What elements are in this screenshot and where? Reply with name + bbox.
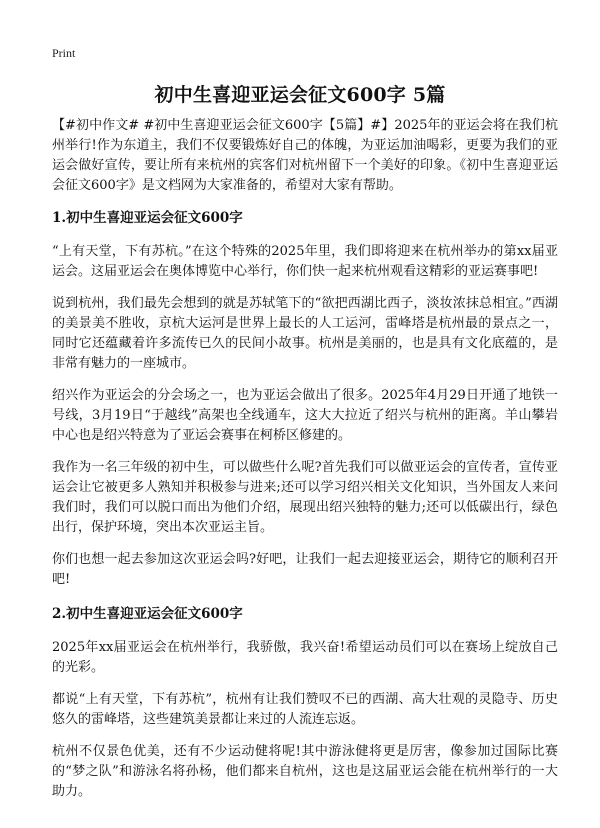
intro-paragraph: 【#初中作文# #初中生喜迎亚运会征文600字【5篇】#】2025年的亚运会将在我们杭州举行!作为东道主，我们不仅要锻炼好自己的体魄，为亚运加油喝彩，更要为我们的亚运会做好宣传，要让所有来杭州的宾客们对杭州留下一个美好的印象。《初中生喜迎亚运会征文600字》是文档网为大家准备的，希望对大家有帮助。 — [52, 118, 558, 193]
article-body — [52, 116, 558, 814]
section-heading: 1.初中生喜迎亚运会征文600字 — [52, 210, 243, 226]
print-link[interactable]: Print — [52, 46, 76, 60]
section-heading: 2.初中生喜迎亚运会征文600字 — [52, 606, 243, 622]
page-title: 初中生喜迎亚运会征文600字 5篇 — [154, 84, 446, 106]
paragraph: 你们也想一起去参加这次亚运会吗?好吧，让我们一起去迎接亚运会，期待它的顺利召开吧! — [52, 552, 558, 587]
paragraph: 杭州不仅景色优美，还有不少运动健将呢!其中游泳健将更是厉害，像参加过国际比赛的“梦之队”和游泳名将孙杨，他们都来自杭州，这也是这届亚运会能在杭州举行的一大助力。 — [52, 744, 558, 799]
paragraph: 2025年xx届亚运会在杭州举行，我骄傲，我兴奋!希望运动员们可以在赛场上绽放自己的光彩。 — [52, 640, 558, 675]
paragraph: “上有天堂，下有苏杭。”在这个特殊的2025年里，我们即将迎来在杭州举办的第xx届亚运会。这届亚运会在奥体博览中心举行，你们快一起来杭州观看这精彩的亚运赛事吧! — [52, 244, 558, 279]
paragraph: 绍兴作为亚运会的分会场之一，也为亚运会做出了很多。2025年4月29日开通了地铁一号线，3月19日“于越线”高架也全线通车，这大大拉近了绍兴与杭州的距离。羊山攀岩中心也是绍兴特意为了亚运会赛事在柯桥区修建的。 — [52, 388, 558, 443]
paragraph: 说到杭州，我们最先会想到的就是苏轼笔下的“欲把西湖比西子，淡妆浓抹总相宜。”西湖的美景美不胜收，京杭大运河是世界上最长的人工运河，雷峰塔是杭州最的景点之一，同时它还蕴藏着许多流传已久的民间小故事。杭州是美丽的，也是具有文化底蕴的，是非常有魅力的一座城市。 — [52, 296, 558, 371]
paragraph: 我作为一名三年级的初中生，可以做些什么呢?首先我们可以做亚运会的宣传者，宣传亚运会让它被更多人熟知并积极参与进来;还可以学习绍兴相关文化知识，当外国友人来问我们时，我们可以脱口而出为他们介绍，展现出绍兴独特的魅力;还可以低碳出行，绿色出行，保护环境，突出本次亚运主旨。 — [52, 460, 558, 535]
paragraph: 都说“上有天堂，下有苏杭”，杭州有让我们赞叹不已的西湖、高大壮观的灵隐寺、历史悠久的雷峰塔，这些建筑美景都让来过的人流连忘返。 — [52, 692, 558, 727]
